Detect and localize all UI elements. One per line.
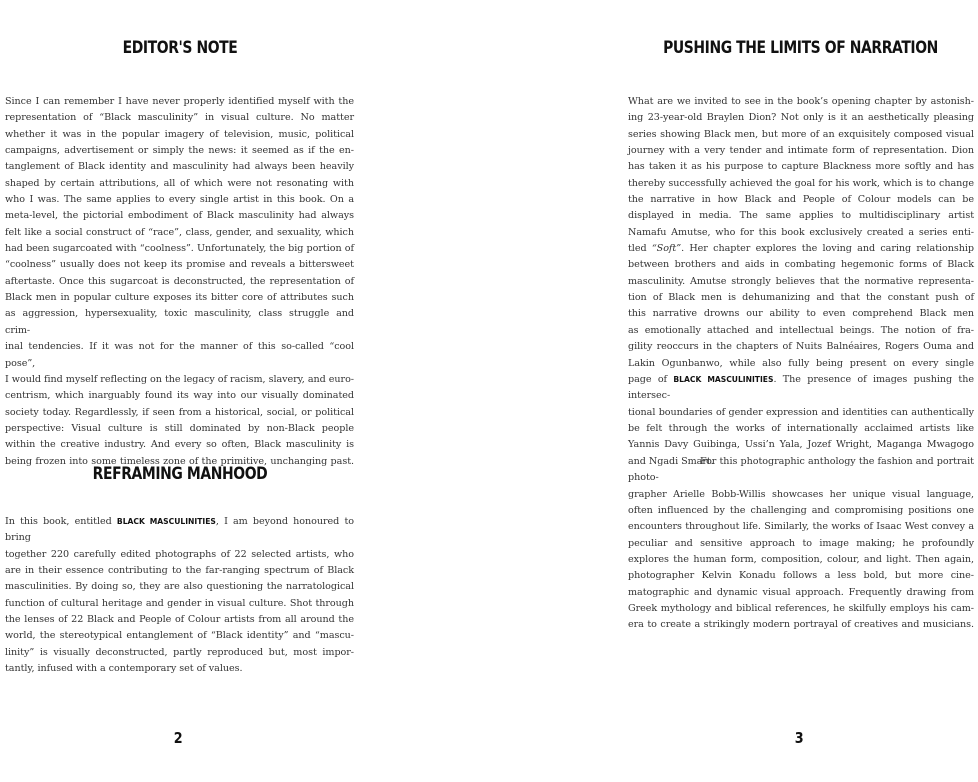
paragraph-line: photographer Kelvin Konadu follows a less bold, but more cine- — [628, 570, 974, 582]
paragraph-line: Black men in popular culture exposes its bitter core of attributes such — [5, 292, 354, 304]
page-number-right: 3 — [794, 729, 804, 747]
paragraph-line: this narrative drowns our ability to even comprehend Black men — [628, 308, 974, 320]
book-title: BLACK MASCULINITIES — [673, 374, 774, 384]
paragraph-line: who I was. The same applies to every single artist in this book. On a — [5, 194, 354, 206]
paragraph-line: Since I can remember I have never properly identified myself with the — [5, 96, 354, 107]
paragraph-line: as aggression, hypersexuality, toxic masculinity, class struggle and crim- — [5, 308, 354, 336]
soft-series-title: “Soft” — [651, 243, 682, 255]
paragraph-line: aftertaste. Once this sugarcoat is deconstructed, the representation of — [5, 275, 354, 287]
paragraph-line: In this book, entitled BLACK MASCULINITIES, I am beyond honoured to bring — [5, 516, 354, 544]
paragraph-line: inal tendencies. If it was not for the manner of this so-called “cool pose”, — [5, 341, 354, 369]
paragraph-line: Namafu Amutse, who for this book exclusively created a series enti- — [628, 226, 974, 238]
paragraph-line: linity” is visually deconstructed, partly reproduced but, most impor- — [5, 646, 354, 658]
paragraph-line: tled “Soft”. Her chapter explores the loving and caring relationship — [628, 243, 975, 255]
paragraph-line: and Ngadi Smart. — [628, 455, 714, 467]
paragraph-line: journey with a very tender and intimate form of representation. Dion — [628, 145, 974, 157]
paragraph-line: function of cultural heritage and gender in visual culture. Shot through — [5, 597, 354, 609]
paragraph-line: had been sugarcoated with “coolness”. Unfortunately, the big portion of — [5, 243, 354, 255]
paragraph-line: matographic and dynamic visual approach. Frequently drawing from — [628, 586, 974, 598]
paragraph-line: Greek mythology and biblical references, he skilfully employs his cam- — [628, 603, 974, 615]
paragraph-line: masculinity. Amutse strongly believes that the normative representa- — [628, 275, 974, 287]
paragraph-line: within the creative industry. And every so often, Black masculinity is — [5, 439, 354, 451]
reframing-manhood-paragraph — [5, 514, 354, 677]
paragraph-line: thereby successfully achieved the goal for his work, which is to change — [628, 177, 974, 189]
paragraph-line: “coolness” usually does not keep its promise and reveals a bittersweet — [5, 259, 354, 271]
reframing-manhood-heading: REFRAMING MANHOOD — [92, 464, 268, 484]
paragraph-line: together 220 carefully edited photographs of 22 selected artists, who — [5, 548, 354, 560]
paragraph-line: Yannis Davy Guibinga, Ussi’n Yala, Jozef Wright, Maganga Mwagogo — [628, 439, 974, 451]
paragraph-line: page of BLACK MASCULINITIES. The presence of images pushing the intersec- — [628, 373, 974, 402]
editors-note-paragraph — [5, 94, 354, 470]
paragraph-line: explores the human form, composition, colour, and light. Then again, — [628, 554, 974, 566]
paragraph-line: gility reoccurs in the chapters of Nuits Balnéaires, Rogers Ouma and — [628, 341, 974, 353]
paragraph-line: are in their essence contributing to the far-ranging spectrum of Black — [5, 565, 354, 577]
paragraph-line: tantly, infused with a contemporary set of values. — [5, 663, 243, 675]
paragraph-line: shaped by certain attributions, all of which were not resonating with — [5, 177, 354, 189]
paragraph-line: series showing Black men, but more of an exquisitely composed visual — [628, 128, 974, 140]
paragraph-line: tanglement of Black identity and masculinity had always been heavily — [5, 161, 354, 173]
paragraph-line: tional boundaries of gender expression and identities can authentically — [628, 406, 974, 418]
editors-note-heading: EDITOR'S NOTE — [122, 38, 238, 58]
paragraph-line: grapher Arielle Bobb-Willis showcases her unique visual language, — [628, 488, 974, 500]
paragraph-line: the narrative in how Black and People of Colour models can be — [628, 194, 974, 206]
page-number-left: 2 — [173, 729, 183, 747]
paragraph-line: the lenses of 22 Black and People of Colour artists from all around the — [5, 614, 354, 626]
paragraph-line: society today. Regardlessly, if seen from a historical, social, or political — [5, 406, 354, 418]
paragraph-line: encounters throughout life. Similarly, the works of Isaac West convey a — [628, 521, 974, 533]
paragraph-line: displayed in media. The same applies to multidisciplinary artist — [628, 210, 974, 222]
paragraph-line: masculinities. By doing so, they are also questioning the narratological — [5, 581, 354, 593]
paragraph-line: being frozen into some timeless zone of the primitive, unchanging past. — [5, 455, 354, 467]
book-title: BLACK MASCULINITIES — [116, 517, 216, 526]
paragraph-line: What are we invited to see in the book’s opening chapter by astonish- — [628, 96, 974, 107]
pushing-limits-heading: PUSHING THE LIMITS OF NARRATION — [663, 38, 938, 58]
paragraph-line: perspective: Visual culture is still dominated by non-Black people — [5, 422, 354, 434]
paragraph-line: era to create a strikingly modern portrayal of creatives and musicians. — [628, 619, 974, 631]
paragraph-line: has taken it as his purpose to capture Blackness more softly and has — [628, 161, 974, 173]
paragraph-line: Lakin Ogunbanwo, while also fully being present on every single — [628, 357, 974, 369]
paragraph-line: I would find myself reflecting on the legacy of racism, slavery, and euro- — [5, 373, 354, 385]
paragraph-line: often influenced by the challenging and compromising positions one — [628, 505, 974, 517]
paragraph-line: For this photographic anthology the fashion and portrait photo- — [628, 456, 974, 484]
paragraph-line: felt like a social construct of “race”, class, gender, and sexuality, which — [5, 226, 354, 238]
paragraph-line: centrism, which inarguably found its way into our visually dominated — [5, 390, 354, 402]
pushing-limits-paragraph-1 — [628, 94, 974, 470]
paragraph-line: meta-level, the pictorial embodiment of Black masculinity had always — [5, 210, 354, 222]
paragraph-line: campaigns, advertisement or simply the news: it seemed as if the en- — [5, 145, 354, 157]
paragraph-line: between brothers and aids in combating hegemonic forms of Black — [628, 259, 974, 271]
right-page — [623, 0, 978, 782]
paragraph-line: peculiar and sensitive approach to image making; he profoundly — [628, 537, 974, 549]
pushing-limits-paragraph-2 — [628, 454, 974, 634]
paragraph-line: as emotionally attached and intellectual beings. The notion of fra- — [628, 324, 974, 336]
paragraph-line: ing 23-year-old Braylen Dion? Not only is it an aesthetically pleasing — [628, 112, 974, 124]
paragraph-line: world, the stereotypical entanglement of “Black identity” and “mascu- — [5, 630, 354, 642]
paragraph-line: representation of “Black masculinity” in visual culture. No matter — [5, 112, 354, 124]
paragraph-line: be felt through the works of internationally acclaimed artists like — [628, 422, 974, 434]
left-page — [0, 0, 360, 782]
paragraph-line: tion of Black men is dehumanizing and that the constant push of — [628, 292, 974, 304]
paragraph-line: whether it was in the popular imagery of television, music, political — [5, 128, 354, 140]
